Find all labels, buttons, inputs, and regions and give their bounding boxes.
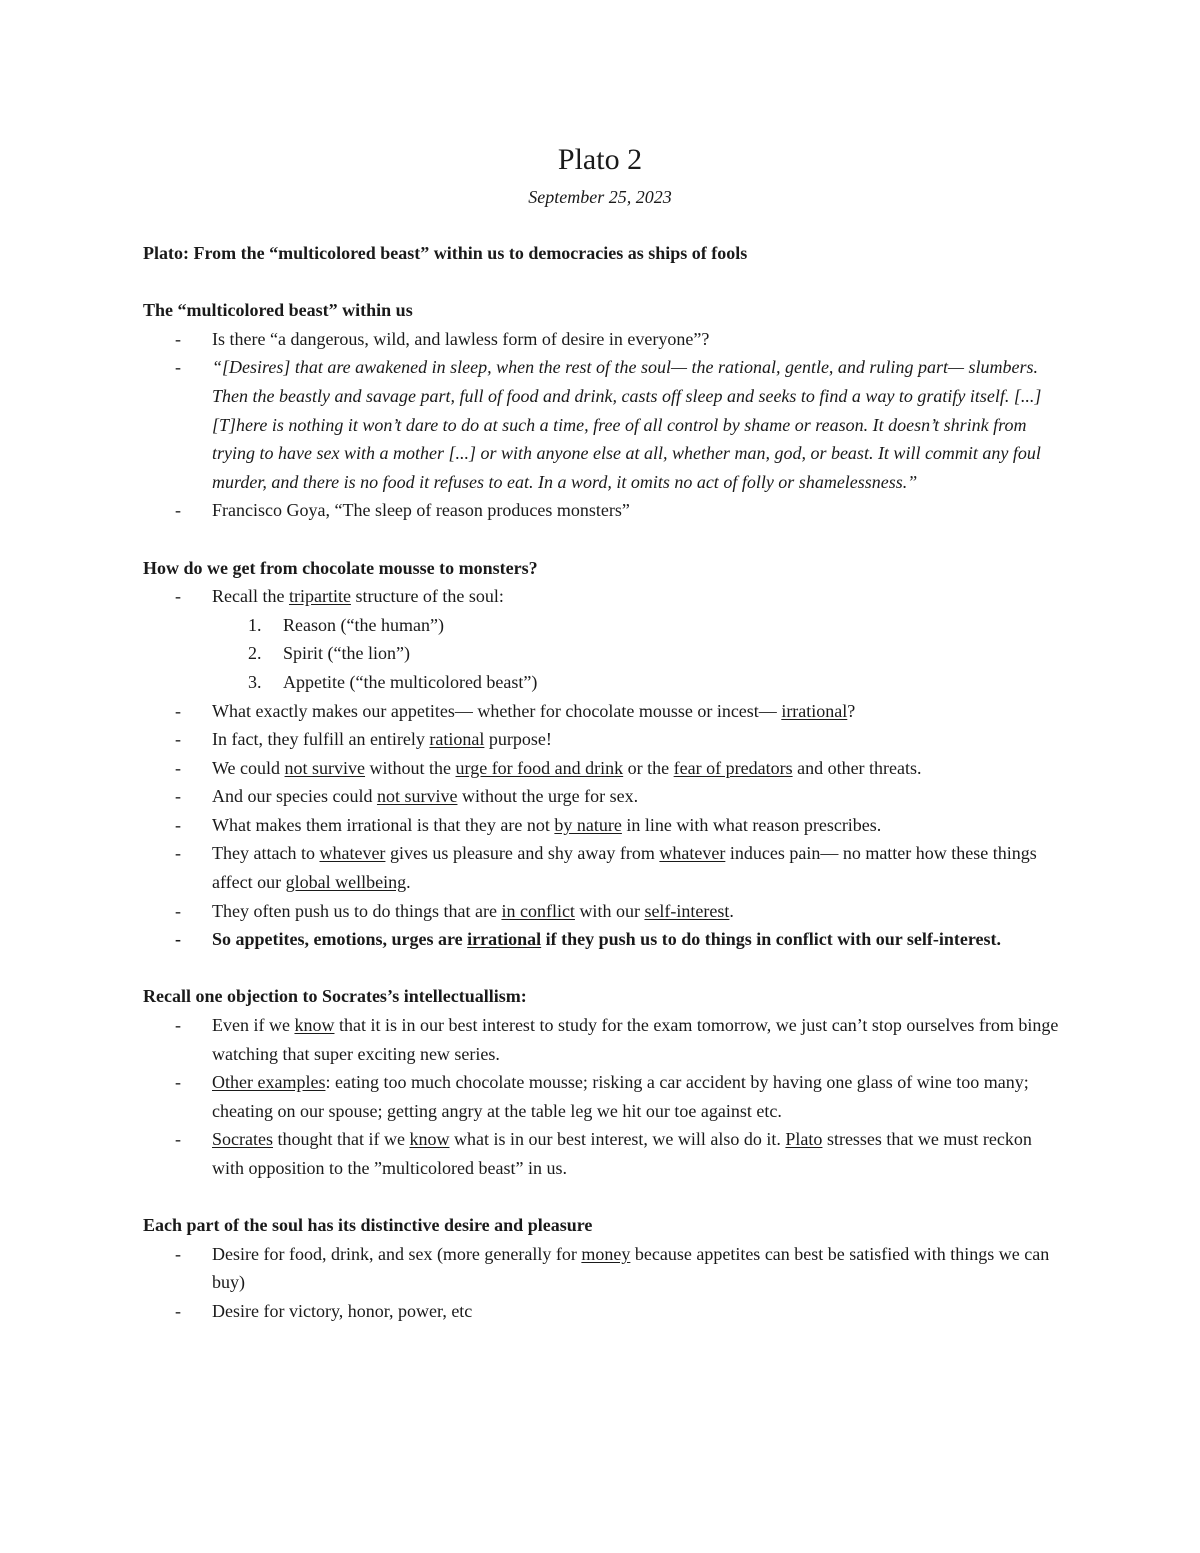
list-item-text: In fact, they fulfill an entirely rational purpose! xyxy=(212,729,552,750)
bullet-dash: - xyxy=(175,1072,181,1093)
list-item-text: Other examples: eating too much chocolate mousse; risking a car accident by having one glass of wine too many; cheating on our spouse; getting angry at the table leg we hit our toe against etc. xyxy=(212,1072,1029,1121)
bullet-dash: - xyxy=(175,500,181,521)
bullet-dash: - xyxy=(175,328,181,349)
list-item xyxy=(143,1240,1063,1297)
bullet-dash: - xyxy=(175,786,181,807)
underlined-term: whatever xyxy=(319,843,386,864)
bullet-dash: - xyxy=(175,757,181,778)
underlined-term: in conflict xyxy=(501,900,575,921)
list-item-text: Francisco Goya, “The sleep of reason produces monsters” xyxy=(212,500,630,521)
section-heading: Recall one objection to Socrates’s intellectuallism: xyxy=(143,986,527,1007)
underlined-term: money xyxy=(581,1243,631,1264)
bullet-dash: - xyxy=(175,814,181,835)
bullet-dash: - xyxy=(175,729,181,750)
list-item xyxy=(143,782,1063,811)
list-item xyxy=(143,697,1063,726)
bullet-dash: - xyxy=(175,1243,181,1264)
list-item xyxy=(143,496,1063,525)
list-item xyxy=(143,325,1063,354)
list-item-text: They often push us to do things that are in conflict with our self-interest. xyxy=(212,900,734,921)
underlined-term: know xyxy=(409,1129,450,1150)
underlined-term: rational xyxy=(429,729,485,750)
numbered-item xyxy=(143,639,1063,668)
list-item xyxy=(143,839,1063,896)
list-item xyxy=(143,925,1063,954)
lecture-subtitle: Plato: From the “multicolored beast” within us to democracies as ships of fools xyxy=(143,243,748,263)
section-heading: The “multicolored beast” within us xyxy=(143,300,413,321)
bullet-dash: - xyxy=(175,1129,181,1150)
list-item xyxy=(143,1011,1063,1068)
plato-quote: “[Desires] that are awakened in sleep, when the rest of the soul— the rational, gentle, and ruling part— slumbers. Then the beastly and savage part, full of food and drink, casts off sleep and seeks to find a way to gratify itself. [...] [T]here is nothing it won’t dare to do at such a time, free of all control by shame or reason. It doesn’t shrink from trying to have sex with a mother [...] or with anyone else at all, whether man, god, or beast. It will commit any foul murder, and there is no food it refuses to eat. In a word, it omits no act of folly or shamelessness.” xyxy=(212,357,1042,492)
page-title: Plato 2 xyxy=(557,143,643,176)
bullet-dash: - xyxy=(175,843,181,864)
underlined-term: fear of predators xyxy=(673,757,793,778)
bullet-dash: - xyxy=(175,929,181,950)
list-item xyxy=(143,1125,1063,1182)
list-item-text: Recall the tripartite structure of the soul: xyxy=(212,586,504,607)
key-conclusion: So appetites, emotions, urges are irrational if they push us to do things in conflict with our self-interest. xyxy=(212,929,1002,950)
list-item-text: Is there “a dangerous, wild, and lawless form of desire in everyone”? xyxy=(212,328,710,349)
bullet-dash: - xyxy=(175,900,181,921)
list-item-text: We could not survive without the urge for food and drink or the fear of predators and other threats. xyxy=(212,757,922,778)
numbered-item xyxy=(143,611,1063,640)
bullet-dash: - xyxy=(175,700,181,721)
underlined-term: not survive xyxy=(376,786,458,807)
list-item-text: Socrates thought that if we know what is in our best interest, we will also do it. Plato stresses that we must reckon with opposition to the ”multicolored beast” in us. xyxy=(212,1129,1032,1178)
bullet-dash: - xyxy=(175,357,181,378)
bullet-dash: - xyxy=(175,586,181,607)
underlined-term: irrational xyxy=(467,929,542,950)
list-item-text: They attach to whatever gives us pleasure and shy away from whatever induces pain— no matter how these things affect our global wellbeing. xyxy=(212,843,1037,893)
item-number: 2. xyxy=(248,643,262,664)
list-item xyxy=(143,725,1063,754)
item-number: 3. xyxy=(248,671,262,692)
document-date: September 25, 2023 xyxy=(528,187,672,207)
list-item xyxy=(143,353,1063,496)
section-heading: Each part of the soul has its distinctive desire and pleasure xyxy=(143,1215,593,1236)
numbered-item xyxy=(143,668,1063,697)
list-item-text: Even if we know that it is in our best interest to study for the exam tomorrow, we just can’t stop ourselves from binge watching that super exciting new series. xyxy=(212,1015,1059,1064)
underlined-term: know xyxy=(294,1015,335,1036)
underlined-term: Other examples xyxy=(212,1072,326,1093)
underlined-term: tripartite xyxy=(288,586,351,607)
numbered-item-text: Reason (“the human”) xyxy=(283,614,444,635)
list-item-text: What exactly makes our appetites— whether for chocolate mousse or incest— irrational? xyxy=(212,700,856,721)
numbered-item-text: Spirit (“the lion”) xyxy=(283,643,410,664)
bullet-dash: - xyxy=(175,1015,181,1036)
list-item xyxy=(143,1297,1063,1326)
underlined-term: global wellbeing xyxy=(285,872,407,893)
numbered-item-text: Appetite (“the multicolored beast”) xyxy=(283,671,538,692)
list-item xyxy=(143,1068,1063,1125)
list-item-text: And our species could not survive without the urge for sex. xyxy=(212,786,639,807)
list-item xyxy=(143,811,1063,840)
item-number: 1. xyxy=(248,614,262,635)
list-item xyxy=(143,582,1063,611)
underlined-term: whatever xyxy=(659,843,726,864)
bullet-dash: - xyxy=(175,1300,181,1321)
list-item-text: What makes them irrational is that they are not by nature in line with what reason prescribes. xyxy=(212,814,882,835)
underlined-term: not survive xyxy=(284,757,366,778)
list-item xyxy=(143,897,1063,926)
document-body xyxy=(143,239,1063,1326)
underlined-term: Plato xyxy=(785,1129,823,1150)
underlined-term: by nature xyxy=(554,814,622,835)
list-item xyxy=(143,754,1063,783)
underlined-term: urge for food and drink xyxy=(455,757,624,778)
underlined-term: Socrates xyxy=(212,1129,273,1150)
underlined-term: irrational xyxy=(781,700,848,721)
underlined-term: self-interest xyxy=(644,900,730,921)
list-item-text: Desire for victory, honor, power, etc xyxy=(212,1300,473,1321)
section-heading: How do we get from chocolate mousse to monsters? xyxy=(143,557,538,578)
list-item-text: Desire for food, drink, and sex (more generally for money because appetites can best be satisfied with things we can buy) xyxy=(212,1243,1050,1293)
